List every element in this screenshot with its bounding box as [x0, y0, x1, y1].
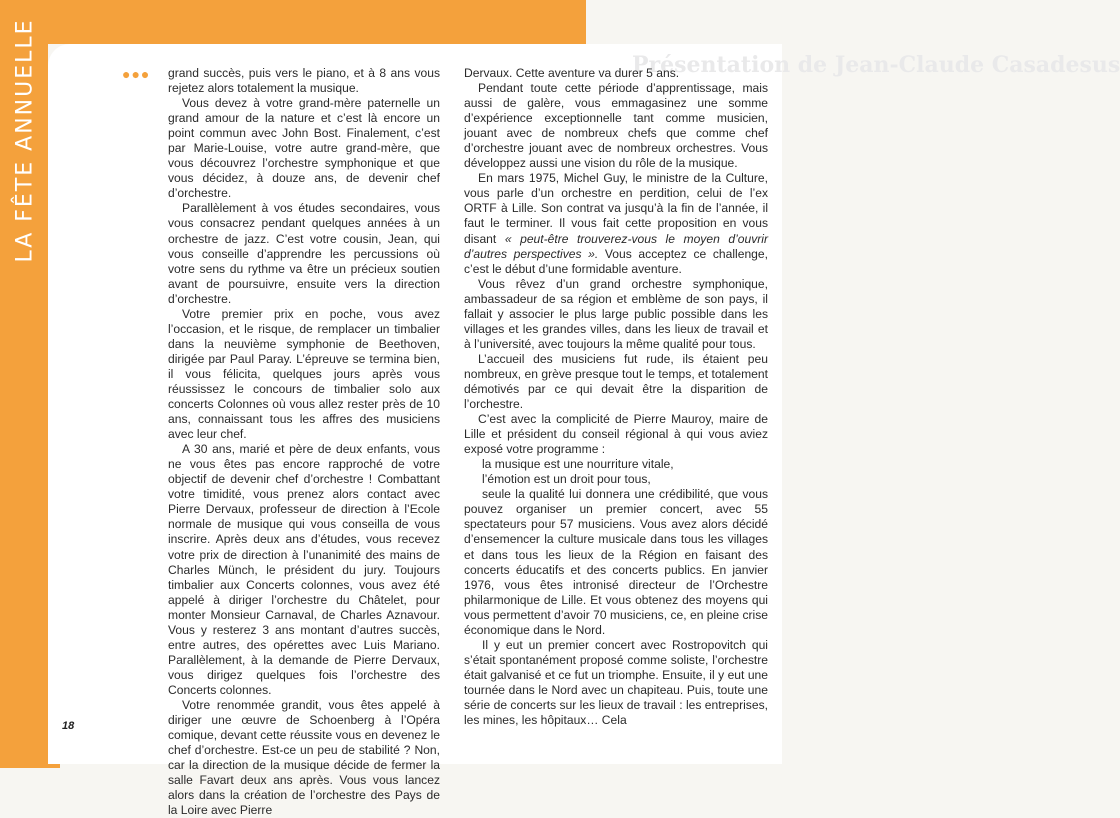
paragraph: Votre renommée grandit, vous êtes appelé à diriger une œuvre de Schoenberg à l’Opéra comique, devant cette réussite vous en devenez le chef d’orchestre. Est-ce un peu de stabilité ? Non, car la direction de la musique décide de fermer la salle Favart deux ans après. Vous vous lancez alors dans la création de l’orchestre des Pays de la Loire avec Pierre — [168, 697, 440, 818]
paragraph-text: En mars 1975, Michel Guy, le ministre de la Culture, vous parle d’un orchestre en perdition, celui de l’ex ORTF à Lille. Son contrat va jusqu’à la fin de l’année, il faut le terminer. Il vous fait cette proposition en vous disant — [464, 171, 768, 246]
paragraph: C’est avec la complicité de Pierre Mauroy, maire de Lille et président du conseil régional à qui vous aviez exposé votre programme : — [464, 412, 768, 457]
paragraph: Il y eut un premier concert avec Rostropovitch qui s’était spontanément proposé comme soliste, l’orchestre était galvanisé et ce fut un triomphe. Ensuite, il y eut une tournée dans le Nord avec un chapiteau. Puis, toute une série de concerts sur les lieux de travail : les entreprises, les mines, les hôpitaux… Cela — [464, 637, 768, 728]
paragraph-text: Vous acceptez ce challenge, c’est le début d’une formidable aventure. — [464, 246, 768, 276]
paragraph: Vous rêvez d’un grand orchestre symphonique, ambassadeur de sa région et emblème de son pays, il fallait y associer le plus large public possible dans les villages et les grandes villes, dans les lieux de travail et à l’université, avec toujours la même qualité pour tous. — [464, 276, 768, 351]
paragraph: grand succès, puis vers le piano, et à 8 ans vous rejetez alors totalement la musique. — [168, 66, 440, 96]
paragraph: A 30 ans, marié et père de deux enfants, vous ne vous êtes pas encore rapproché de votre objectif de devenir chef d’orchestre ! Combattant votre timidité, vous prenez alors contact avec Pierre Dervaux, professeur de direction à l’Ecole normale de musique qui vous conseilla de vous inscrire. Après deux ans d’études, vous recevez votre prix de direction à l’unanimité des mains de Charles Münch, le président du jury. Toujours timbalier aux Concerts colonnes, vous avez été appelé à diriger l’orchestre du Châtelet, pour monter Monsieur Carnaval, de Charles Aznavour. Vous y resterez 3 ans montant d’autres succès, entre autres, des opérettes avec Luis Mariano. Parallèlement, à la demande de Pierre Dervaux, vous dirigez quelques fois l’orchestre des Concerts colonnes. — [168, 442, 440, 697]
paragraph: Dervaux. Cette aventure va durer 5 ans. — [464, 66, 680, 80]
programme-line: l’émotion est un droit pour tous, — [482, 472, 651, 487]
page-number: 18 — [62, 720, 75, 732]
paragraph: Votre premier prix en poche, vous avez l’occasion, et le risque, de remplacer un timbalier dans la neuvième symphonie de Beethoven, dirigée par Paul Paray. L’épreuve se termina bien, il vous félicita, quelques jours après vous réussissez le concours de timbalier solo aux concerts Colonnes où vous allez rester près de 10 ans, connaissant tous les affres des musiciens avec leur chef. — [168, 306, 440, 442]
left-text-column — [168, 66, 440, 818]
paragraph: Pendant toute cette période d’apprentissage, mais aussi de galère, vous emmagasinez une somme d’expérience exceptionnelle tant comme musicien, jouant avec de nombreux chefs que comme chef d’orchestre jouant avec de nombreux orchestres. Vous développez aussi une vision du rôle de la musique. — [464, 81, 768, 171]
section-title-text: LA FÊTE ANNUELLE — [12, 17, 38, 263]
orange-header-band — [0, 0, 586, 44]
watermark-text: Présentation de Jean-Claude Casadesus — [632, 52, 1120, 78]
section-title-vertical — [8, 17, 42, 263]
paragraph — [464, 171, 768, 276]
paragraph: Parallèlement à vos études secondaires, vous vous consacrez pendant quelques années à un orchestre de jazz. C’est votre cousin, Jean, qui vous conseille d’apprendre les percussions où votre sens du rythme va être un précieux soutien avant de poursuivre, ensuite vers la direction d’orchestre. — [168, 201, 440, 306]
ellipsis-dots-icon: ●●● — [122, 66, 151, 82]
quote-text: « peut-être trouverez-vous le moyen d’ouvrir d’autres perspectives ». — [464, 231, 768, 261]
paragraph: seule la qualité lui donnera une crédibilité, que vous pouvez organiser un premier concert, avec 55 spectateurs pour 57 musiciens. Vous avez alors décidé d’ensemencer la culture musicale dans tous les villages et dans tous les lieux de la Région en faisant des concerts éducatifs et des concerts publics. En janvier 1976, vous êtes intronisé directeur de l’Orchestre philarmonique de Lille. Et vous obtenez des moyens qui vous permettent d’avoir 70 musiciens, ce, en pleine crise économique dans le Nord. — [464, 487, 768, 637]
paragraph: Vous devez à votre grand-mère paternelle un grand amour de la nature et c’est là encore un point commun avec John Bost. Finalement, c’est par Marie-Louise, votre autre grand-mère, que vous découvrez l’orchestre symphonique et que vous décidez, à douze ans, de devenir chef d’orchestre. — [168, 96, 440, 201]
paragraph: L’accueil des musiciens fut rude, ils étaient peu nombreux, en grève presque tout le temps, et totalement démotivés par ce qui devait être la disparition de l’orchestre. — [464, 351, 768, 412]
right-text-column — [464, 66, 768, 728]
programme-line: la musique est une nourriture vitale, — [482, 457, 674, 472]
